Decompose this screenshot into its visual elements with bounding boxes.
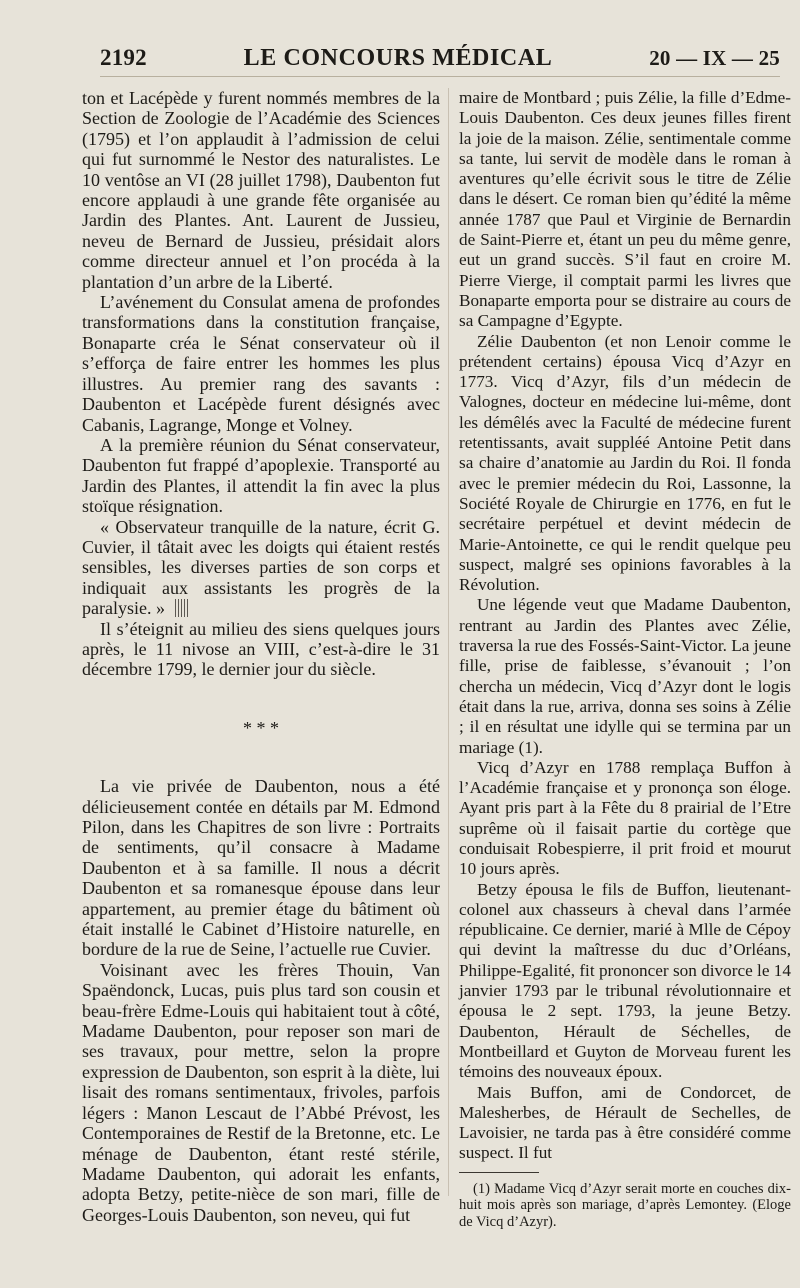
page-header [100, 40, 780, 77]
library-stamp-icon [175, 599, 189, 617]
paragraph: La vie privée de Daubenton, nous a été délicieusement contée en détails par M. Edmond Pilon, dans les Chapitres de son livre : Portraits de sentiments, qu’il consacre à Madame Daubenton et à sa famille. Il nous a décrit Daubenton et sa romanesque épouse dans leur appartement, au premier étage du bâtiment où était installé le Cabinet d’Histoire naturelle, en bordure de la rue de Seine, l’actuelle rue Cuvier. [82, 776, 440, 960]
paragraph: Betzy épousa le fils de Buffon, lieutenant-colonel aux chasseurs à cheval dans l’armée républicaine. Ce dernier, marié à Mlle de Cépoy qui devint la maîtresse du duc d’Orléans, Philippe-Egalité, fit prononcer son divorce le 14 janvier 1793 par le tribunal révolutionnaire et épousa le 2 sept. 1793, la jeune Betzy. Daubenton, Hérault de Séchelles, de Montbeillard et Guyton de Morveau furent les témoins des nouveaux époux. [459, 879, 791, 1082]
paragraph: Mais Buffon, ami de Condorcet, de Malesherbes, de Hérault de Sechelles, de Lavoisier, ne tarda pas à être considéré comme suspect. Il fut [459, 1082, 791, 1163]
paragraph: Voisinant avec les frères Thouin, Van Spaëndonck, Lucas, puis plus tard son cousin et beau-frère Edme-Louis qui habitaient tout à côté, Madame Daubenton, pour reposer son mari de ses travaux, pour mettre, selon la propre expression de Daubenton, son esprit à la diète, lui lisait des romans sentimentaux, frivoles, parfois légers : Manon Lescaut de l’Abbé Prévost, les Contemporaines de Restif de la Bretonne, etc. Le ménage de Daubenton, étant resté stérile, Madame Daubenton, qui adorait les enfants, adopta Betzy, petite-nièce de son mari, fille de Georges-Louis Daubenton, son neveu, qui fut [82, 959, 440, 1225]
paragraph: ton et Lacépède y furent nommés membres de la Section de Zoologie de l’Académie des Sciences (1795) et l’on applaudit à l’admission de celui qui fut surnommé le Nestor des naturalistes. Le 10 ventôse an VI (28 juillet 1798), Daubenton fut encore applaudi à une grande fête organisée au Jardin des Plantes. Ant. Laurent de Jussieu, neveu de Bernard de Jussieu, présidait alors comme directeur annuel et l’on procéda à la plantation d’un arbre de la Liberté. [82, 88, 440, 292]
paragraph: A la première réunion du Sénat conservateur, Daubenton fut frappé d’apoplexie. Transporté au Jardin des Plantes, il attendit la fin avec la plus stoïque résignation. [82, 434, 440, 517]
journal-title: LE CONCOURS MÉDICAL [243, 44, 553, 71]
footnote-rule [459, 1172, 539, 1173]
paragraph: Il s’éteignit au milieu des siens quelques jours après, le 11 nivose an VIII, c’est-à-dire le 31 décembre 1799, le dernier jour du siècle. [82, 618, 440, 680]
paragraph: maire de Montbard ; puis Zélie, la fille d’Edme-Louis Daubenton. Ces deux jeunes filles firent la joie de la maison. Zélie, sentimentale comme sa tante, lui servit de modèle dans le roman à aventures qu’elle écrivit sous le titre de Zélie dans le désert. Ce roman bien qu’édité la même année 1787 que Paul et Virginie de Bernardin de Saint-Pierre et, étant un peu du même genre, eut un grand succès. S’il faut en croire M. Pierre Vierge, il comptait parmi les livres que Bonaparte emporta pour se distraire au cours de sa Campagne d’Egypte. [459, 88, 791, 331]
section-separator: * * * [243, 717, 279, 738]
paragraph: Une légende veut que Madame Daubenton, rentrant au Jardin des Plantes avec Zélie, traversa la rue des Fossés-Saint-Victor. La jeune fille, prise de faiblesse, s’évanouit ; l’on chercha un médecin, Vicq d’Azyr dont le logis était dans la rue, arriva, donna ses soins à Zélie ; il en résultat une idylle qui se termina par un mariage (1). [459, 595, 791, 757]
footnote: (1) Madame Vicq d’Azyr serait morte en couches dix-huit mois après son mariage, d’après Lemontey. (Eloge de Vicq d’Azyr). [459, 1180, 791, 1230]
column-divider [448, 88, 449, 1196]
paragraph: Vicq d’Azyr en 1788 remplaça Buffon à l’Académie française et y prononça son éloge. Ayant pris part à la Fête du 8 prairial de l’Etre suprême où il faisait partie du cortège que conduisait Robespierre, il prit froid et mourut 10 jours après. [459, 757, 791, 879]
right-column [459, 88, 791, 1230]
left-column [82, 88, 440, 1225]
paragraph-text: « Observateur tranquille de la nature, écrit G. Cuvier, il tâtait avec les doigts qui étaient restés sensibles, les diverses parties de son corps et indiquait aux assistants les progrès de la paralysie. » [82, 516, 440, 619]
spacer [82, 738, 440, 776]
page-number: 2192 [100, 45, 147, 70]
issue-date: 20 — IX — 25 [649, 45, 780, 70]
paragraph: Zélie Daubenton (et non Lenoir comme le prétendent certains) épousa Vicq d’Azyr en 1773. Vicq d’Azyr, fils d’un médecin de Valognes, docteur en médecine lui-même, dont les démêlés avec la Faculté de médecine furent retentissants, avait suppléé Antoine Petit dans sa chaire d’anatomie au Jardin du Roi. Il fonda avec le premier médecin du Roi, Lassonne, la Société Royale de Chirurgie en 1776, en fut le secrétaire perpétuel et devint médecin de Marie-Antoinette, ce qui le rendit quelque peu suspect, malgré ses opinions favorables à la Révolution. [459, 331, 791, 595]
paragraph [82, 517, 440, 619]
paragraph: L’avénement du Consulat amena de profondes transformations dans la constitution française, Bonaparte créa le Sénat conservateur où il s’efforça de faire entrer les hommes les plus illustres. Au premier rang des savants : Daubenton et Lacépède furent désignés avec Cabanis, Lagrange, Monge et Volney. [82, 292, 440, 435]
spacer [82, 680, 440, 718]
